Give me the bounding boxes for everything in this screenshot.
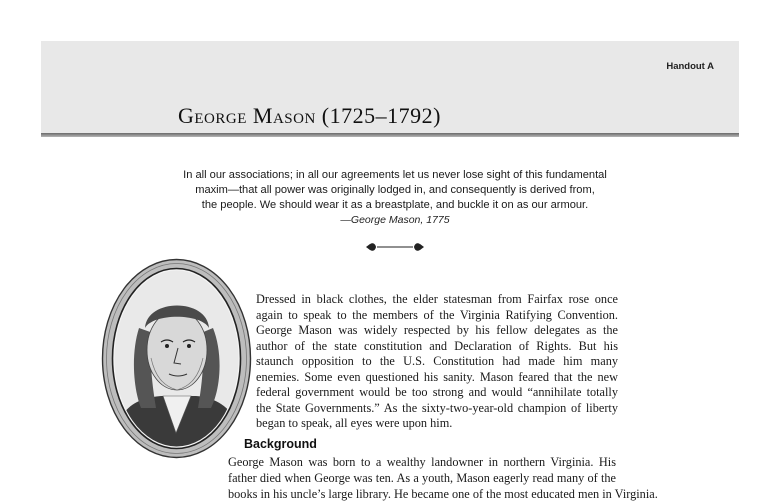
text-line: federal government would be too strong and would “annihilate totally <box>256 385 618 399</box>
text-line: staunch opposition to the U.S. Constitution had made him many <box>256 354 618 368</box>
epigraph-line: the people. We should wear it as a breastplate, and buckle it on as our armour. <box>201 199 589 211</box>
text-line: again to speak to the members of the Virginia Ratifying Convention. <box>256 307 618 322</box>
epigraph-quote <box>150 168 640 213</box>
section-heading-background: Background <box>244 437 317 451</box>
text-line: George Mason was widely respected by his fellow delegates as the <box>256 323 618 337</box>
intro-paragraph <box>256 292 618 432</box>
epigraph-line: In all our associations; in all our agreements let us never lose sight of this fundamental <box>183 169 607 181</box>
epigraph-line: maxim—that all power was originally lodged in, and consequently is derived from, <box>195 184 595 196</box>
page-title: George Mason (1725–1792) <box>178 103 441 128</box>
george-mason-portrait <box>101 258 252 459</box>
header-rule <box>41 133 739 137</box>
text-line: the State Governments.” As the sixty-two-year-old champion of liberty <box>256 400 618 415</box>
text-line: George Mason was born to a wealthy landowner in northern Virginia. His <box>228 455 616 469</box>
text-line: Dressed in black clothes, the elder statesman from Fairfax rose once <box>256 292 618 306</box>
epigraph-attribution: —George Mason, 1775 <box>340 214 450 226</box>
ornament-divider-icon <box>365 240 425 254</box>
text-line: author of the state constitution and Declaration of Rights. But his <box>256 338 618 353</box>
text-line: father died when George was ten. As a youth, Mason eagerly read many of the <box>228 471 616 485</box>
background-paragraph <box>228 454 658 502</box>
text-line: books in his uncle’s large library. He became one of the most educated men in Virginia. <box>228 487 658 501</box>
text-line: enemies. Some even questioned his sanity. Mason feared that the new <box>256 369 618 384</box>
handout-label: Handout A <box>666 61 714 72</box>
text-line: began to speak, all eyes were upon him. <box>256 416 453 430</box>
